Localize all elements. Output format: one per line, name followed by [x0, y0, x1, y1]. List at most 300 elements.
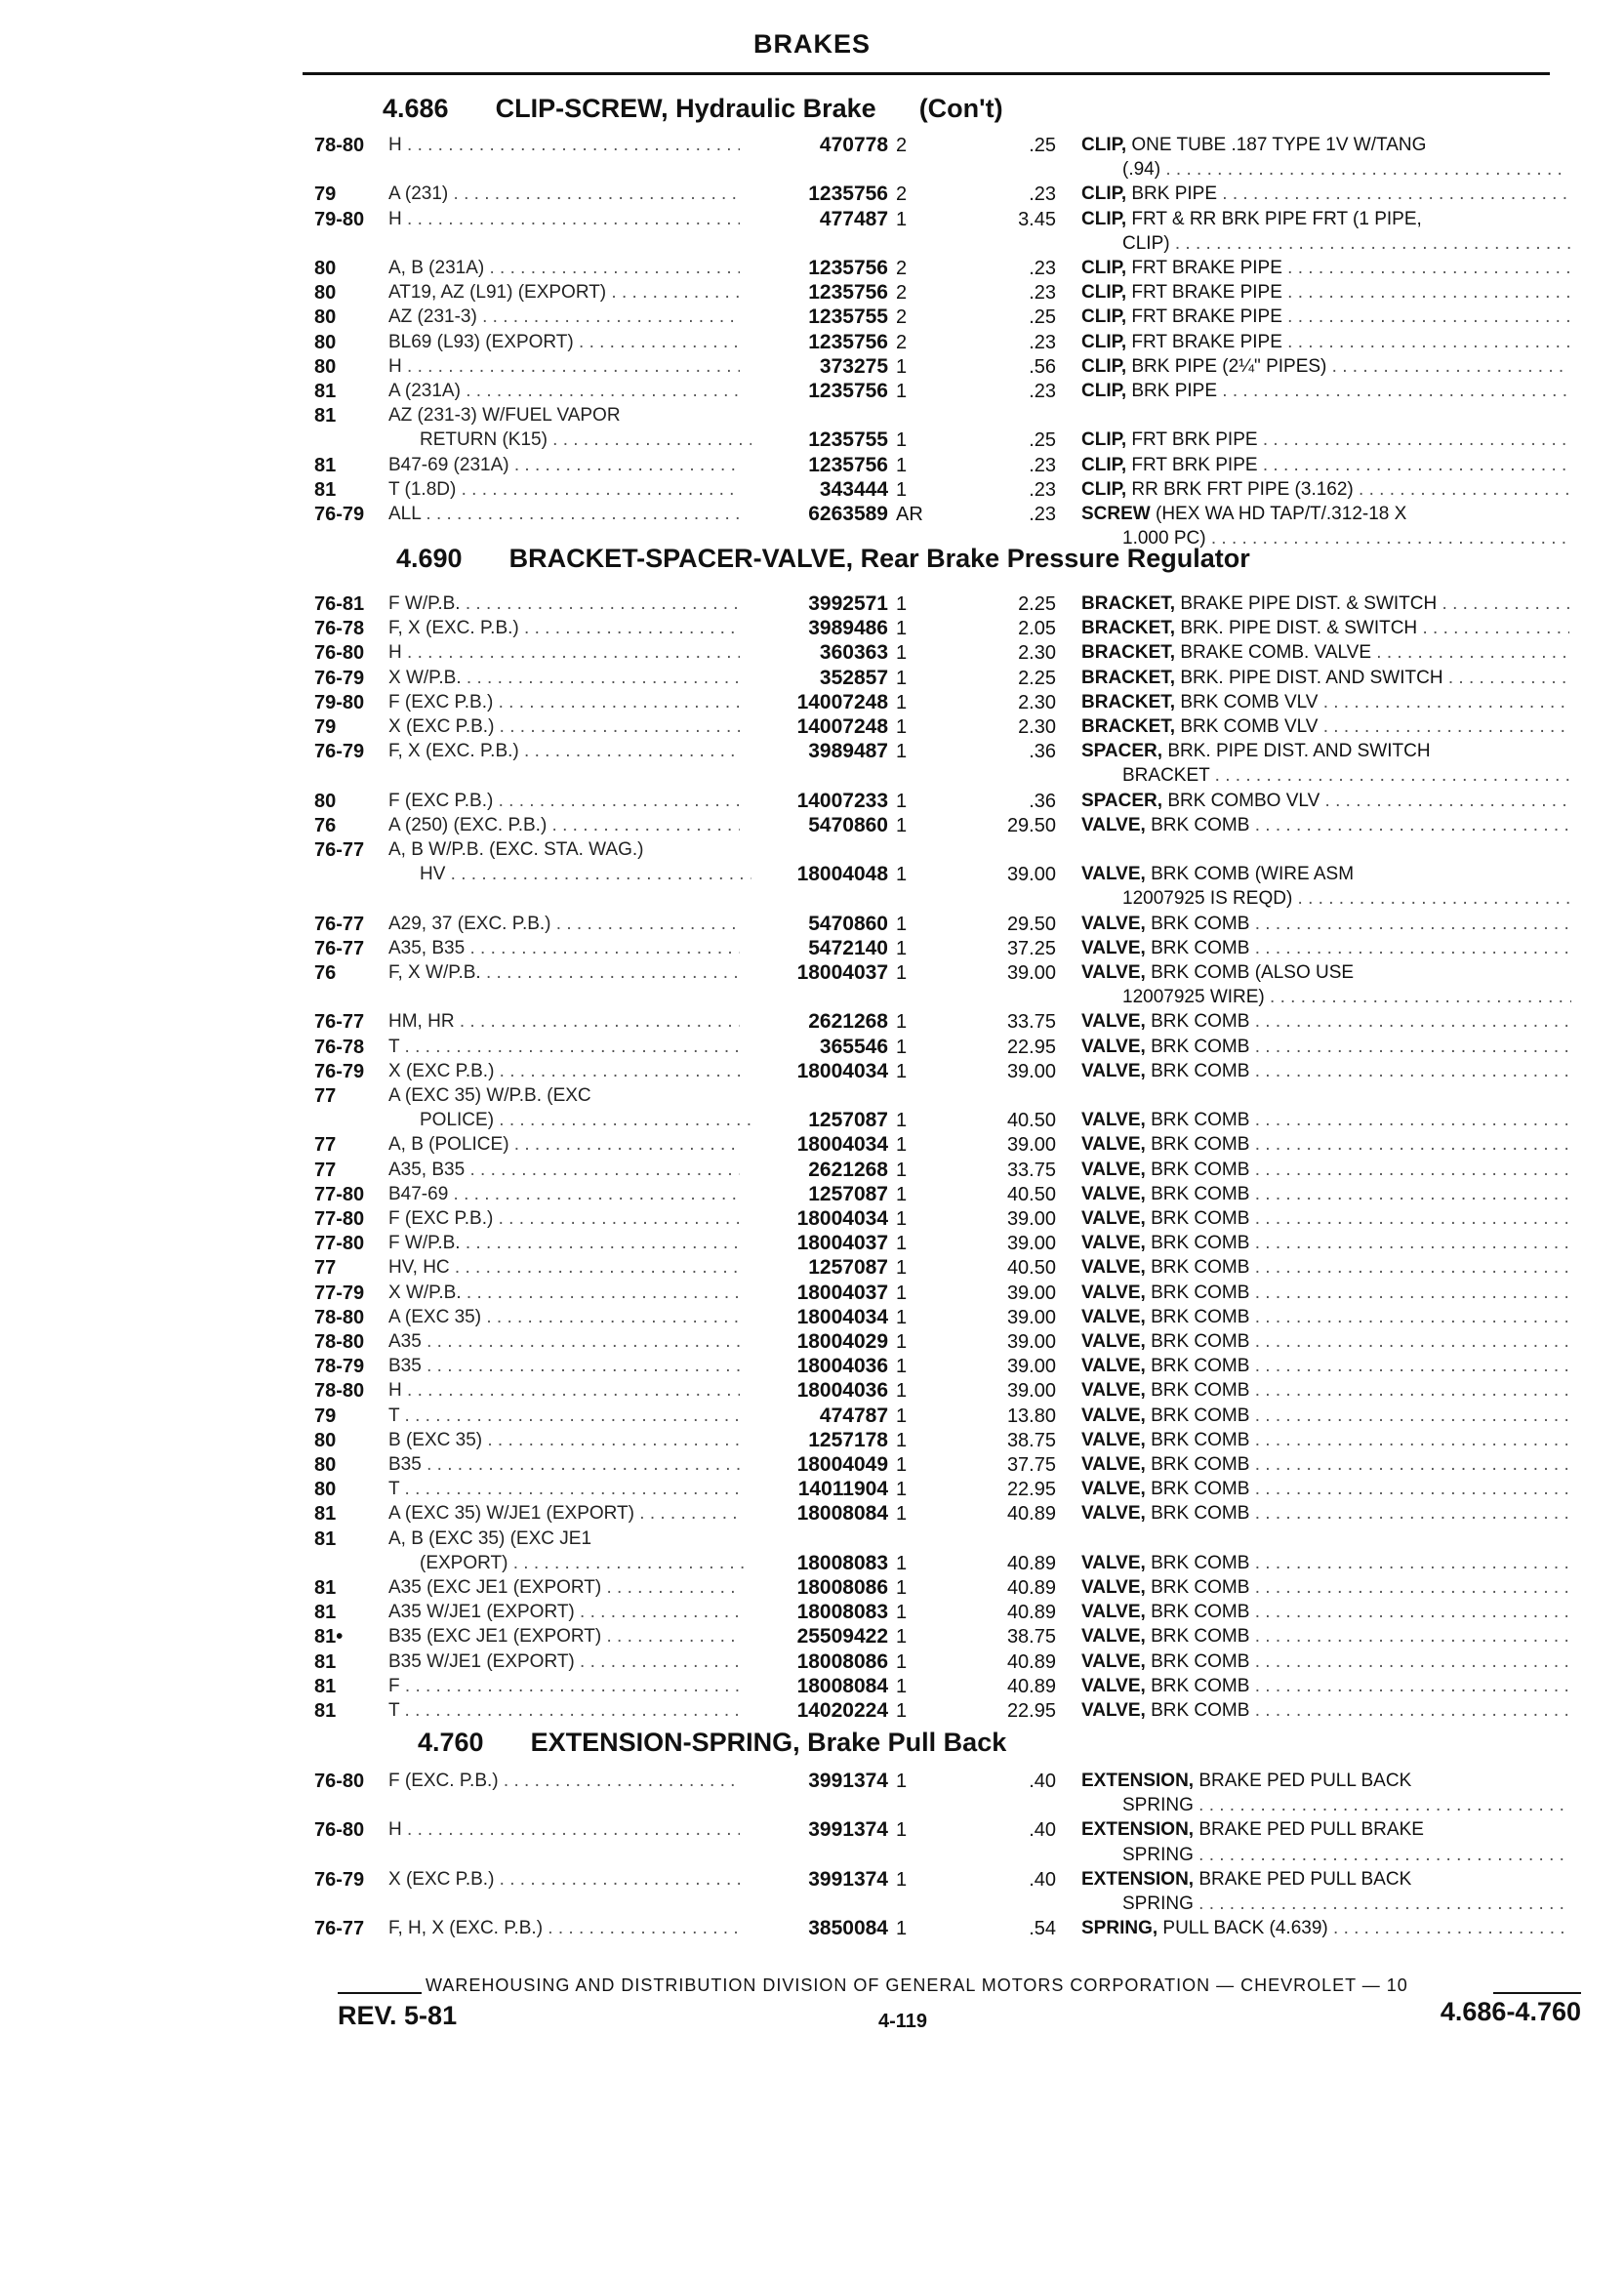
description: VALVE, BRK COMB . . . [1081, 912, 1569, 937]
quantity: 1 [896, 1282, 908, 1304]
description: SPRING, PULL BACK (4.639) . . . [1081, 1916, 1569, 1941]
quantity: 1 [896, 962, 908, 984]
description-keyword: CLIP, [1081, 454, 1127, 475]
description-keyword: VALVE, [1081, 1331, 1146, 1352]
table-row [0, 1916, 1624, 1941]
price: 40.89 [1006, 1577, 1056, 1599]
application: B35 . . . [388, 1354, 740, 1379]
table-row [0, 960, 1624, 986]
description-keyword: VALVE, [1081, 1380, 1146, 1402]
table-row [0, 1083, 1624, 1109]
price: .40 [1029, 1819, 1056, 1842]
quantity: 1 [896, 1918, 908, 1940]
description-keyword: VALVE, [1081, 864, 1146, 885]
part-number: 1235755 [808, 428, 888, 452]
table-row [0, 591, 1624, 617]
price: .23 [1029, 454, 1056, 476]
application: A35 (EXC JE1 (EXPORT) . . . [388, 1575, 740, 1601]
part-number: 18008083 [796, 1601, 888, 1624]
description: CLIP, FRT & RR BRK PIPE FRT (1 PIPE, [1081, 208, 1422, 229]
application: F W/P.B. . . . [388, 591, 740, 617]
model-year: 78-79 [314, 1356, 365, 1378]
description-continued: SPRING . . . [1122, 1843, 1571, 1868]
description-keyword: EXTENSION, [1081, 1868, 1195, 1890]
application: T . . . [388, 1404, 740, 1429]
model-year: 79 [314, 716, 337, 738]
part-number: 3991374 [808, 1867, 888, 1891]
part-number: 14007248 [796, 715, 888, 738]
description-continued: SPRING . . . [1122, 1793, 1571, 1818]
quantity: 1 [896, 1650, 908, 1673]
description-keyword: BRACKET, [1081, 618, 1176, 639]
model-year: 76-77 [314, 1918, 365, 1940]
quantity: 1 [896, 1159, 908, 1181]
description: VALVE, BRK COMB . . . [1081, 1059, 1569, 1084]
description-keyword: CLIP, [1081, 355, 1127, 377]
description-keyword: EXTENSION, [1081, 1771, 1195, 1791]
price: 2.25 [1018, 593, 1056, 615]
description-keyword: BRACKET, [1081, 667, 1176, 688]
description-keyword: VALVE, [1081, 1282, 1146, 1303]
model-year: 77 [314, 1257, 337, 1280]
table-row [0, 1527, 1624, 1552]
price: 22.95 [1006, 1700, 1056, 1722]
part-number: 5470860 [808, 813, 888, 836]
table-row [0, 1452, 1624, 1478]
price: 38.75 [1006, 1626, 1056, 1649]
application: F (EXC P.B.) . . . [388, 789, 740, 814]
quantity: 1 [896, 937, 908, 959]
part-number: 360363 [819, 641, 888, 665]
description: EXTENSION, BRAKE PED PULL BACK [1081, 1868, 1412, 1890]
part-number: 5470860 [808, 912, 888, 935]
description: CLIP, FRT BRAKE PIPE . . . [1081, 305, 1569, 330]
quantity: 1 [896, 478, 908, 501]
description-keyword: VALVE, [1081, 1454, 1146, 1475]
part-number: 18008086 [796, 1576, 888, 1599]
table-row [0, 813, 1624, 838]
part-number: 18004034 [796, 1207, 888, 1230]
table-row [0, 936, 1624, 961]
description-keyword: VALVE, [1081, 937, 1146, 958]
description-keyword: VALVE, [1081, 1036, 1146, 1057]
price: 40.50 [1006, 1257, 1056, 1280]
part-number: 18004036 [796, 1355, 888, 1378]
application-continued: HV . . . [420, 862, 751, 887]
section-number: 4.686 [383, 94, 449, 123]
part-number: 365546 [819, 1035, 888, 1058]
description: VALVE, BRK COMB . . . [1081, 1255, 1569, 1281]
description: VALVE, BRK COMB . . . [1081, 936, 1569, 961]
quantity: 1 [896, 913, 908, 935]
description-continued: CLIP) . . . [1122, 231, 1571, 257]
model-year: 81 [314, 1602, 337, 1624]
quantity: 1 [896, 691, 908, 713]
part-number: 1257087 [808, 1256, 888, 1280]
part-number: 1235755 [808, 305, 888, 329]
application: A35 . . . [388, 1329, 740, 1355]
price: 39.00 [1006, 1060, 1056, 1082]
model-year: 76-79 [314, 1060, 365, 1082]
quantity: 1 [896, 208, 908, 230]
quantity: 1 [896, 1257, 908, 1280]
description-keyword: VALVE, [1081, 1479, 1146, 1500]
description: VALVE, BRK COMB . . . [1081, 1428, 1569, 1453]
price: 40.89 [1006, 1650, 1056, 1673]
application: F, X (EXC. P.B.) . . . [388, 739, 740, 764]
model-year: 77-80 [314, 1208, 365, 1230]
description: CLIP, FRT BRAKE PIPE . . . [1081, 280, 1569, 305]
application: A, B (POLICE) . . . [388, 1132, 740, 1158]
description-keyword: SPACER, [1081, 741, 1163, 762]
quantity: 2 [896, 331, 908, 353]
description: VALVE, BRK COMB . . . [1081, 1009, 1569, 1035]
application: B47-69 (231A) . . . [388, 453, 740, 478]
part-number: 18004037 [796, 961, 888, 984]
quantity: 1 [896, 716, 908, 738]
quantity: 1 [896, 790, 908, 812]
part-number: 3991374 [808, 1818, 888, 1842]
description: VALVE, BRK COMB . . . [1081, 1378, 1569, 1404]
part-number: 1257178 [808, 1428, 888, 1451]
application: H . . . [388, 133, 740, 158]
quantity: 1 [896, 1552, 908, 1574]
description-keyword: CLIP, [1081, 306, 1127, 328]
application: A, B (EXC 35) (EXC JE1 [388, 1527, 592, 1549]
application: HM, HR . . . [388, 1009, 740, 1035]
model-year: 80 [314, 306, 337, 329]
part-number: 25509422 [796, 1625, 888, 1649]
price: 37.75 [1006, 1454, 1056, 1476]
description-keyword: VALVE, [1081, 1208, 1146, 1229]
quantity: 1 [896, 1110, 908, 1132]
model-year: 76-77 [314, 937, 365, 959]
description-keyword: VALVE, [1081, 1405, 1146, 1426]
description: SPACER, BRK COMBO VLV . . . [1081, 789, 1569, 814]
quantity: 1 [896, 1868, 908, 1891]
model-year: 78-80 [314, 1331, 365, 1353]
table-row [0, 354, 1624, 380]
application: A29, 37 (EXC. P.B.) . . . [388, 912, 740, 937]
application: F (EXC P.B.) . . . [388, 690, 740, 715]
application: A (EXC 35) . . . [388, 1305, 740, 1330]
price: 39.00 [1006, 1380, 1056, 1403]
application: T (1.8D) . . . [388, 477, 740, 503]
description-continued: 12007925 IS REQD) . . . [1122, 886, 1571, 912]
table-row [0, 207, 1624, 232]
description: VALVE, BRK COMB . . . [1081, 1501, 1569, 1527]
quantity: 1 [896, 1208, 908, 1230]
price: .23 [1029, 183, 1056, 206]
description-continued: 1.000 PC) . . . [1122, 526, 1571, 551]
description: CLIP, FRT BRK PIPE . . . [1081, 428, 1569, 453]
section-number: 4.690 [396, 544, 463, 573]
description-continued: (.94) . . . [1122, 157, 1571, 183]
section-number: 4.760 [418, 1728, 484, 1757]
price: .23 [1029, 258, 1056, 279]
description-keyword: VALVE, [1081, 1650, 1146, 1672]
price: 40.89 [1006, 1675, 1056, 1697]
model-year: 79-80 [314, 208, 365, 230]
application-continued: POLICE) . . . [420, 1108, 751, 1133]
application: H . . . [388, 1378, 740, 1404]
model-year: 81 [314, 1577, 337, 1599]
price: 40.50 [1006, 1110, 1056, 1132]
application: A (EXC 35) W/P.B. (EXC [388, 1085, 591, 1106]
quantity: 1 [896, 1405, 908, 1427]
model-year: 76-78 [314, 618, 365, 640]
application: HV, HC . . . [388, 1255, 740, 1281]
part-number: 18004029 [796, 1330, 888, 1353]
description: BRACKET, BRAKE PIPE DIST. & SWITCH . . . [1081, 591, 1569, 617]
description: VALVE, BRK COMB . . . [1081, 1575, 1569, 1601]
part-number: 1235756 [808, 453, 888, 476]
section-range: 4.686-4.760 [1440, 1997, 1581, 2026]
application-continued: RETURN (K15) . . . [420, 428, 751, 453]
part-number: 14011904 [797, 1478, 888, 1501]
section-heading [383, 94, 1003, 124]
description-continued-row [0, 985, 1624, 1010]
quantity: 1 [896, 381, 908, 402]
table-row [0, 133, 1624, 158]
table-row [0, 1698, 1624, 1724]
table-row [0, 837, 1624, 863]
description-keyword: CLIP, [1081, 208, 1127, 229]
part-number: 3850084 [808, 1917, 888, 1940]
description: VALVE, BRK COMB . . . [1081, 1231, 1569, 1256]
application: B47-69 . . . [388, 1182, 740, 1207]
quantity: 1 [896, 1183, 908, 1205]
table-row [0, 1059, 1624, 1084]
quantity: 2 [896, 306, 908, 329]
application: AZ (231-3) . . . [388, 305, 740, 330]
table-row [0, 1378, 1624, 1404]
model-year: 76-78 [314, 1036, 365, 1058]
model-year: 76-79 [314, 1868, 365, 1891]
revision-label: REV. 5-81 [338, 2001, 458, 2030]
page-title: BRAKES [752, 29, 871, 59]
model-year: 80 [314, 258, 337, 279]
description-keyword: VALVE, [1081, 1503, 1146, 1525]
application: B (EXC 35) . . . [388, 1428, 740, 1453]
table-row [0, 1035, 1624, 1060]
price: 39.00 [1006, 1233, 1056, 1255]
application: T . . . [388, 1698, 740, 1724]
model-year: 81 [314, 478, 337, 501]
price: 2.05 [1018, 618, 1056, 640]
description: CLIP, ONE TUBE .187 TYPE 1V W/TANG [1081, 135, 1427, 155]
description: CLIP, FRT BRAKE PIPE . . . [1081, 330, 1569, 355]
quantity: 2 [896, 282, 908, 305]
part-number: 18004049 [796, 1453, 888, 1476]
application: H . . . [388, 640, 740, 666]
part-number: 1235756 [808, 330, 888, 353]
model-year: 81 [314, 1650, 337, 1673]
footer-rule-right [1493, 1992, 1581, 1994]
description: VALVE, BRK COMB . . . [1081, 813, 1569, 838]
description: EXTENSION, BRAKE PED PULL BACK [1081, 1771, 1412, 1791]
application: T . . . [388, 1477, 740, 1502]
description: VALVE, BRK COMB . . . [1081, 1281, 1569, 1306]
model-year: 81• [314, 1626, 344, 1649]
price: .36 [1029, 790, 1056, 812]
part-number: 2621268 [808, 1010, 888, 1034]
page-number: 4-119 [878, 2011, 928, 2032]
description-keyword: VALVE, [1081, 962, 1146, 983]
description: CLIP, BRK PIPE . . . [1081, 182, 1569, 207]
description-keyword: CLIP, [1081, 135, 1127, 155]
quantity: 1 [896, 642, 908, 665]
quantity: 2 [896, 183, 908, 206]
part-number: 474787 [819, 1404, 888, 1427]
description: VALVE, BRK COMB . . . [1081, 1698, 1569, 1724]
table-row [0, 1281, 1624, 1306]
part-number: 1257087 [808, 1109, 888, 1132]
price: .25 [1029, 429, 1056, 452]
part-number: 18008084 [796, 1674, 888, 1697]
table-row [0, 182, 1624, 207]
model-year: 79-80 [314, 691, 365, 713]
application: A (250) (EXC. P.B.) . . . [388, 813, 740, 838]
description: VALVE, BRK COMB . . . [1081, 1404, 1569, 1429]
table-row [0, 1867, 1624, 1893]
description-continued-row [0, 1793, 1624, 1818]
quantity: 1 [896, 1134, 908, 1157]
part-number: 352857 [819, 666, 888, 689]
model-year: 77 [314, 1134, 337, 1157]
application: AZ (231-3) W/FUEL VAPOR [388, 405, 621, 427]
header-rule [303, 72, 1550, 75]
quantity: 1 [896, 1306, 908, 1328]
description-keyword: CLIP, [1081, 331, 1127, 352]
price: 40.89 [1006, 1602, 1056, 1624]
part-number: 6263589 [808, 503, 888, 525]
description: VALVE, BRK COMB . . . [1081, 1158, 1569, 1183]
application-continued: (EXPORT) . . . [420, 1551, 751, 1576]
application: F (EXC P.B.) . . . [388, 1206, 740, 1232]
description: BRACKET, BRAKE COMB. VALVE . . . [1081, 640, 1569, 666]
application: A, B (231A) . . . [388, 256, 740, 281]
quantity: 1 [896, 429, 908, 452]
application: X (EXC P.B.) . . . [388, 1059, 740, 1084]
description-keyword: VALVE, [1081, 1060, 1146, 1081]
description-keyword: VALVE, [1081, 1577, 1146, 1598]
price: 22.95 [1006, 1036, 1056, 1058]
application: B35 . . . [388, 1452, 740, 1478]
application: X (EXC P.B.) . . . [388, 714, 740, 740]
application: A (231A) . . . [388, 379, 740, 404]
table-row-continued [0, 1108, 1624, 1133]
application: T . . . [388, 1035, 740, 1060]
description: VALVE, BRK COMB . . . [1081, 1624, 1569, 1649]
table-row [0, 379, 1624, 404]
quantity: 1 [896, 355, 908, 378]
part-number: 18004034 [796, 1305, 888, 1328]
description-keyword: VALVE, [1081, 1233, 1146, 1254]
description: CLIP, RR BRK FRT PIPE (3.162) . . . [1081, 477, 1569, 503]
description: VALVE, BRK COMB (WIRE ASM [1081, 864, 1355, 885]
quantity: 1 [896, 1331, 908, 1353]
description-keyword: VALVE, [1081, 1257, 1146, 1279]
model-year: 81 [314, 1675, 337, 1697]
description: VALVE, BRK COMB . . . [1081, 1354, 1569, 1379]
table-row [0, 1206, 1624, 1232]
table-row [0, 403, 1624, 428]
description: VALVE, BRK COMB . . . [1081, 1551, 1569, 1576]
price: .25 [1029, 306, 1056, 329]
description-keyword: VALVE, [1081, 1110, 1146, 1131]
part-number: 18004036 [796, 1379, 888, 1403]
quantity: 1 [896, 1819, 908, 1842]
price: 2.30 [1018, 642, 1056, 665]
table-row [0, 1624, 1624, 1649]
section-continued: (Con't) [918, 94, 1003, 123]
part-number: 18004034 [796, 1059, 888, 1082]
application: F, H, X (EXC. P.B.) . . . [388, 1916, 740, 1941]
description: VALVE, BRK COMB . . . [1081, 1108, 1569, 1133]
quantity: 1 [896, 593, 908, 615]
description-continued-row [0, 1892, 1624, 1917]
table-row [0, 1404, 1624, 1429]
price: 33.75 [1006, 1159, 1056, 1181]
description-keyword: VALVE, [1081, 1159, 1146, 1180]
quantity: 1 [896, 1036, 908, 1058]
table-row [0, 280, 1624, 305]
price: .23 [1029, 282, 1056, 305]
model-year: 76-79 [314, 667, 365, 689]
table-row [0, 1501, 1624, 1527]
description-keyword: BRACKET, [1081, 716, 1176, 737]
model-year: 77-80 [314, 1183, 365, 1205]
part-number: 14007233 [796, 789, 888, 812]
table-row [0, 1600, 1624, 1625]
application: ALL . . . [388, 502, 740, 527]
price: 2.30 [1018, 691, 1056, 713]
application: A, B W/P.B. (EXC. STA. WAG.) [388, 839, 644, 860]
quantity: 1 [896, 1700, 908, 1722]
description-keyword: CLIP, [1081, 429, 1127, 451]
model-year: 76-80 [314, 1819, 365, 1842]
table-row-continued [0, 862, 1624, 887]
part-number: 18004037 [796, 1232, 888, 1255]
price: 37.25 [1006, 937, 1056, 959]
table-row [0, 640, 1624, 666]
table-row [0, 912, 1624, 937]
table-row [0, 477, 1624, 503]
price: 39.00 [1006, 1306, 1056, 1328]
price: .25 [1029, 135, 1056, 156]
model-year: 77-79 [314, 1282, 365, 1304]
price: 33.75 [1006, 1011, 1056, 1034]
description: EXTENSION, BRAKE PED PULL BRAKE [1081, 1819, 1424, 1841]
quantity: 1 [896, 1675, 908, 1697]
quantity: 1 [896, 814, 908, 836]
part-number: 3989486 [808, 617, 888, 640]
application: AT19, AZ (L91) (EXPORT) . . . [388, 280, 740, 305]
model-year: 81 [314, 1700, 337, 1722]
description-keyword: CLIP, [1081, 381, 1127, 401]
description-continued: 12007925 WIRE) . . . [1122, 985, 1571, 1010]
quantity: 1 [896, 864, 908, 886]
part-number: 18004034 [796, 1133, 888, 1157]
description-keyword: CLIP, [1081, 282, 1127, 304]
quantity: 1 [896, 1626, 908, 1649]
description: CLIP, BRK PIPE . . . [1081, 379, 1569, 404]
model-year: 80 [314, 1429, 337, 1451]
application: F W/P.B. . . . [388, 1231, 740, 1256]
description-keyword: SPACER, [1081, 790, 1163, 811]
part-number: 1257087 [808, 1182, 888, 1205]
